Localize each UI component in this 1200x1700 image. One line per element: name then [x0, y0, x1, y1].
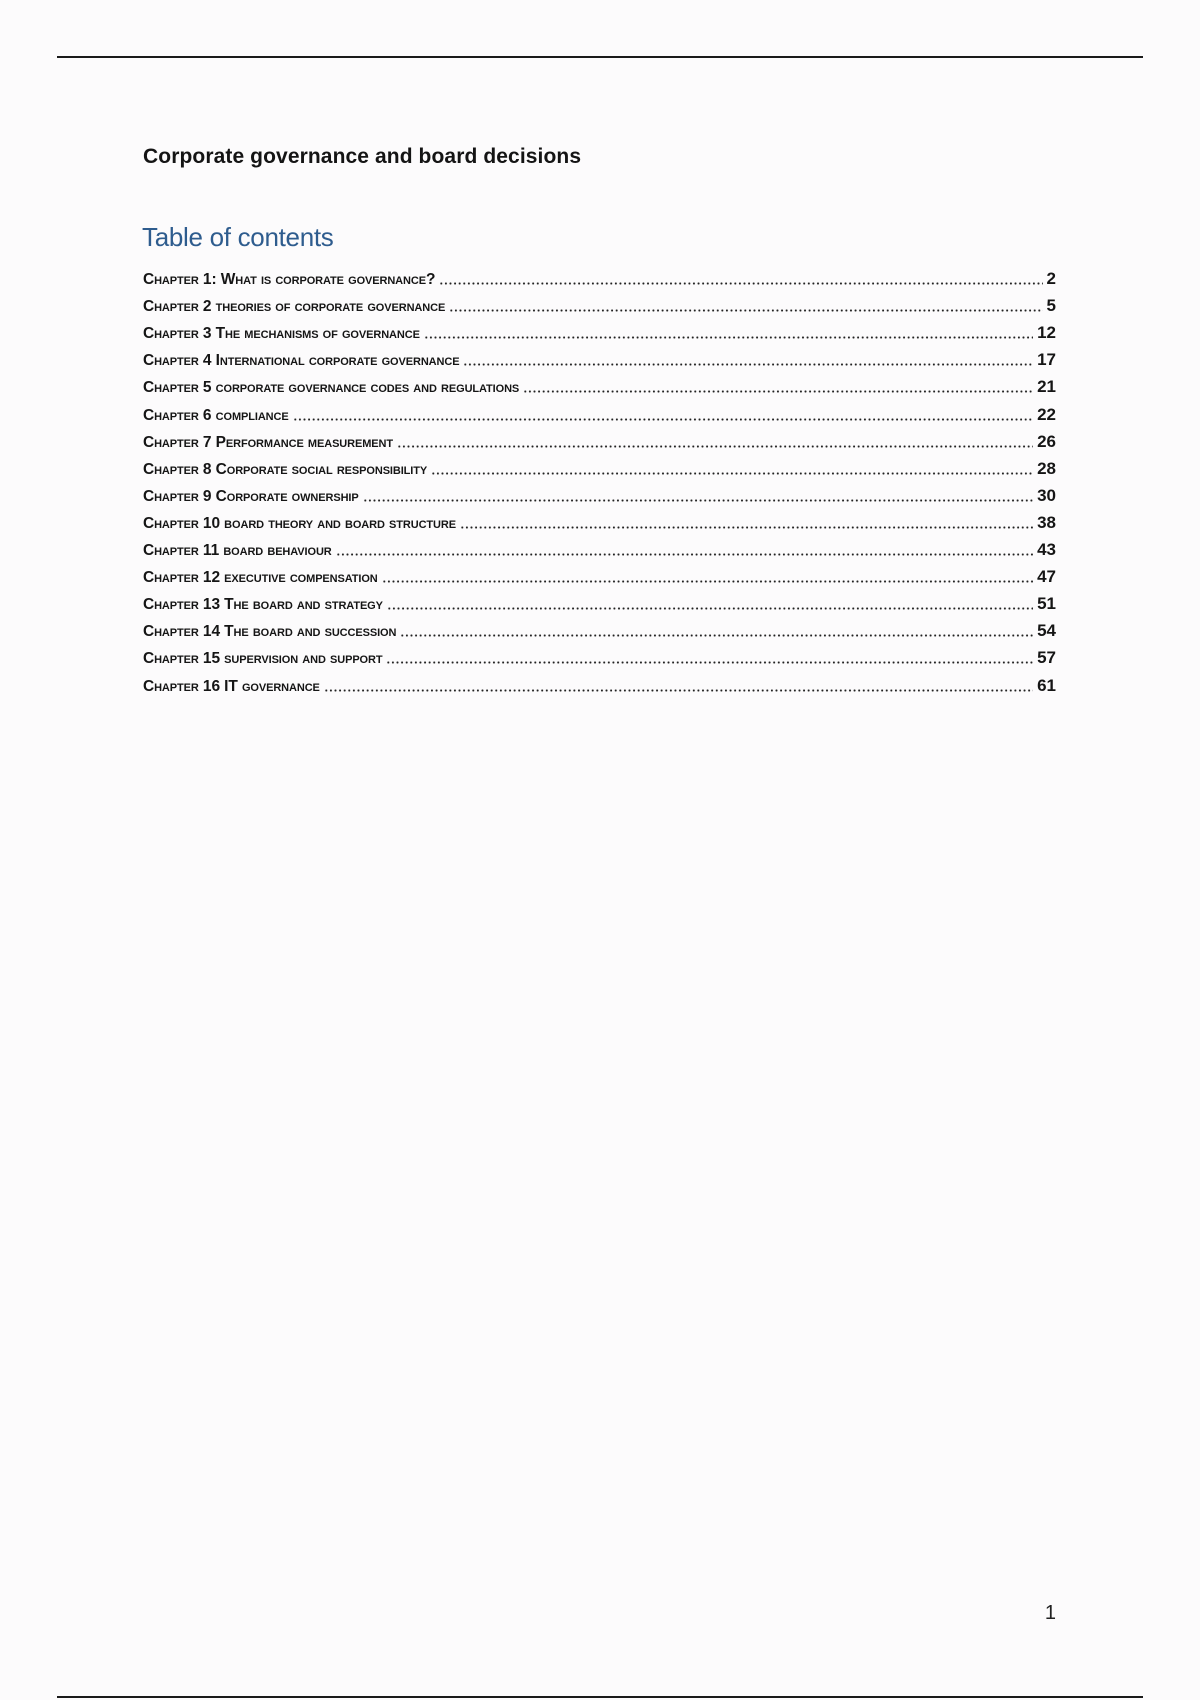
footer-rule: [57, 1696, 1143, 1698]
toc-entry-label: Chapter 13 The board and strategy: [143, 596, 383, 614]
toc-entry-label: Chapter 5 corporate governance codes and regulations: [143, 379, 520, 397]
toc-entry-page: 38: [1037, 512, 1056, 532]
toc-entry[interactable]: [143, 641, 1056, 668]
toc-entry-page: 5: [1046, 296, 1056, 316]
toc-dot-leader: [386, 661, 1033, 664]
toc-entry-page: 17: [1037, 350, 1056, 370]
toc-heading: Table of contents: [142, 222, 334, 252]
toc-dot-leader: [523, 390, 1033, 393]
toc-dot-leader: [336, 553, 1033, 556]
toc-dot-leader: [424, 336, 1033, 339]
toc-entry-label: Chapter 4 International corporate governance: [143, 352, 460, 370]
toc-entry-page: 21: [1037, 377, 1056, 397]
toc-entry[interactable]: [143, 614, 1056, 641]
toc-dot-leader: [460, 526, 1033, 529]
toc-dot-leader: [363, 499, 1033, 502]
toc-entry[interactable]: [143, 397, 1056, 424]
toc-dot-leader: [439, 282, 1042, 285]
toc-entry[interactable]: [143, 289, 1056, 316]
toc-entry-label: Chapter 16 IT governance: [143, 677, 320, 695]
toc-entry-label: Chapter 12 executive compensation: [143, 569, 378, 587]
toc-entry-page: 2: [1046, 269, 1056, 289]
toc-dot-leader: [293, 418, 1033, 421]
toc-entry-page: 30: [1037, 485, 1056, 505]
toc-entry[interactable]: [143, 343, 1056, 370]
document-title: Corporate governance and board decisions: [143, 145, 582, 168]
toc-entry-label: Chapter 9 Corporate ownership: [143, 487, 359, 505]
toc-entry[interactable]: [143, 668, 1056, 695]
toc-entry-label: Chapter 2 theories of corporate governance: [143, 298, 446, 316]
toc-entry[interactable]: [143, 425, 1056, 452]
toc-entry[interactable]: [143, 316, 1056, 343]
toc-entry-page: 47: [1037, 567, 1056, 587]
toc-entry[interactable]: [143, 479, 1056, 506]
toc-dot-leader: [400, 634, 1033, 637]
toc-entry-label: Chapter 1: What is corporate governance?: [143, 271, 436, 289]
toc-entry[interactable]: [143, 587, 1056, 614]
toc-dot-leader: [382, 580, 1033, 583]
toc-entry-label: Chapter 14 The board and succession: [143, 623, 397, 641]
toc-dot-leader: [431, 472, 1033, 475]
toc-entry-label: Chapter 7 Performance measurement: [143, 433, 393, 451]
toc-entry-page: 54: [1037, 621, 1056, 641]
toc-entry-page: 43: [1037, 540, 1056, 560]
table-of-contents: [143, 262, 1056, 696]
toc-entry-page: 22: [1037, 404, 1056, 424]
toc-entry[interactable]: [143, 370, 1056, 397]
toc-dot-leader: [449, 309, 1042, 312]
toc-entry-label: Chapter 11 board behaviour: [143, 542, 332, 560]
toc-entry-label: Chapter 3 The mechanisms of governance: [143, 325, 420, 343]
toc-entry[interactable]: [143, 452, 1056, 479]
toc-entry-label: Chapter 10 board theory and board structure: [143, 514, 456, 532]
toc-entry[interactable]: [143, 533, 1056, 560]
toc-entry-page: 26: [1037, 431, 1056, 451]
toc-dot-leader: [387, 607, 1033, 610]
toc-entry-label: Chapter 6 compliance: [143, 406, 289, 424]
toc-dot-leader: [463, 363, 1033, 366]
toc-entry-page: 28: [1037, 458, 1056, 478]
toc-entry-page: 51: [1037, 594, 1056, 614]
header-rule: [57, 56, 1143, 58]
toc-dot-leader: [324, 689, 1033, 692]
toc-entry[interactable]: [143, 506, 1056, 533]
toc-entry-label: Chapter 8 Corporate social responsibility: [143, 460, 428, 478]
toc-entry-page: 57: [1037, 648, 1056, 668]
toc-entry-page: 61: [1037, 675, 1056, 695]
toc-entry-page: 12: [1037, 323, 1056, 343]
toc-dot-leader: [397, 445, 1033, 448]
page-number: 1: [1044, 1602, 1056, 1624]
toc-entry[interactable]: [143, 262, 1056, 289]
toc-entry[interactable]: [143, 560, 1056, 587]
toc-entry-label: Chapter 15 supervision and support: [143, 650, 383, 668]
